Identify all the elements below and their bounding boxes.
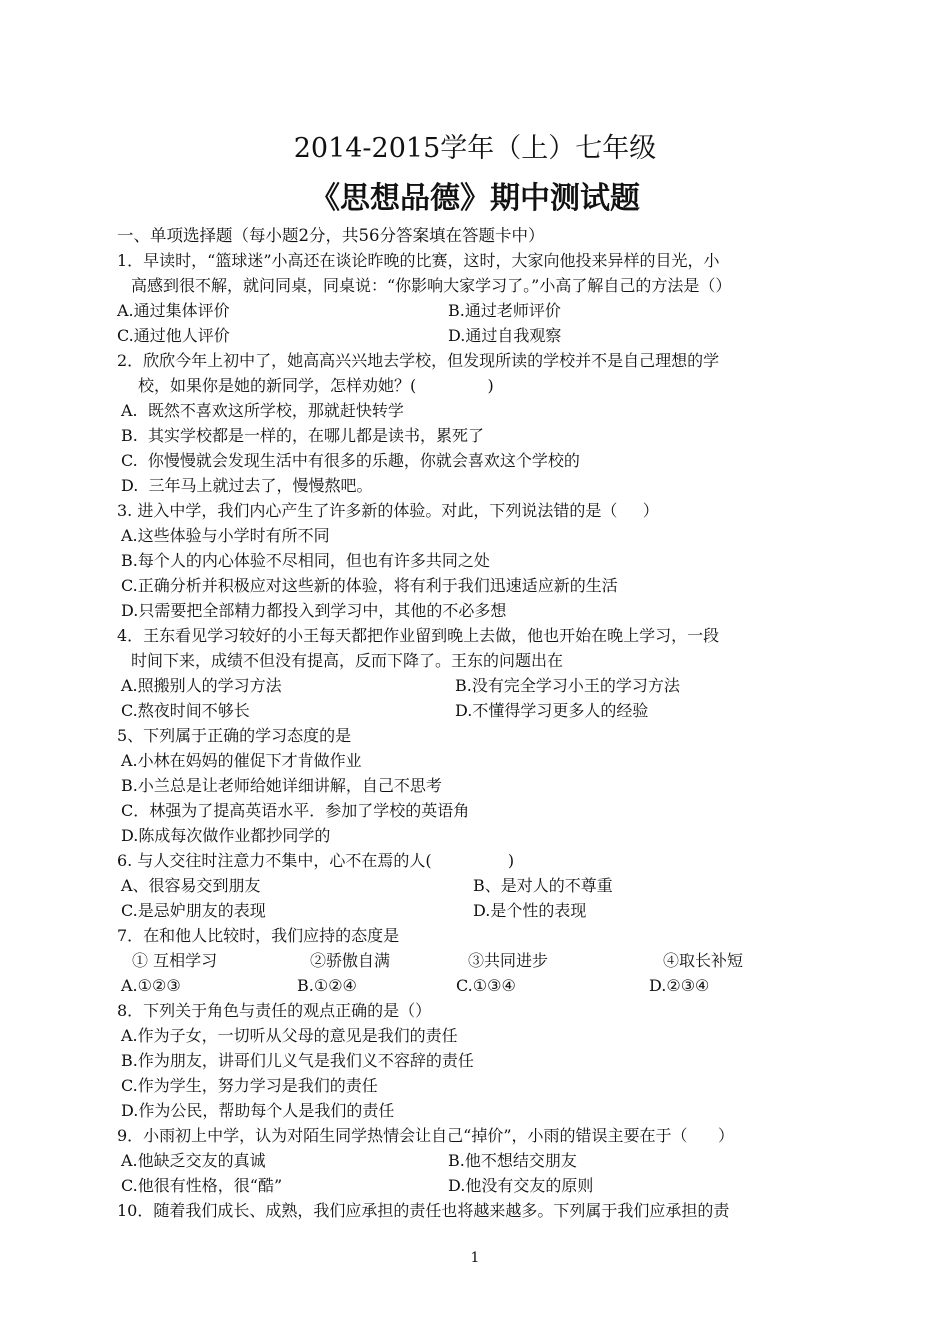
question-5-option-b: B.小兰总是让老师给她详细讲解，自己不思考 xyxy=(121,776,442,795)
question-4-option-c: C.熬夜时间不够长 xyxy=(121,701,250,720)
question-9-option-d: D.他没有交友的原则 xyxy=(448,1176,594,1195)
question-6-option-d: D.是个性的表现 xyxy=(473,901,587,920)
question-7-option-c: C.①③④ xyxy=(456,976,516,995)
question-8-option-b: B.作为朋友，讲哥们儿义气是我们义不容辞的责任 xyxy=(121,1051,474,1070)
question-7-item-1: ① 互相学习 xyxy=(132,951,218,970)
question-2-option-c: C. 你慢慢就会发现生活中有很多的乐趣，你就会喜欢这个学校的 xyxy=(121,451,580,470)
question-3-option-d: D.只需要把全部精力都投入到学习中，其他的不必多想 xyxy=(121,601,507,620)
question-7-option-a: A.①②③ xyxy=(121,976,181,995)
question-8-stem: 8．下列关于角色与责任的观点正确的是（） xyxy=(117,1001,432,1020)
question-7-option-b: B.①②④ xyxy=(297,976,357,995)
question-10-stem: 10．随着我们成长、成熟，我们应承担的责任也将越来越多。下列属于我们应承担的责 xyxy=(117,1201,730,1220)
question-5-option-d: D.陈成每次做作业都抄同学的 xyxy=(121,826,331,845)
question-8-option-a: A.作为子女，一切听从父母的意见是我们的责任 xyxy=(121,1026,458,1045)
exam-title-year: 2014-2015学年（上）七年级 xyxy=(293,133,657,164)
question-1-option-b: B.通过老师评价 xyxy=(448,301,561,320)
question-6-option-a: A、很容易交到朋友 xyxy=(121,876,261,895)
question-6-stem: 6. 与人交往时注意力不集中，心不在焉的人( ) xyxy=(117,851,515,870)
question-7-item-3: ③共同进步 xyxy=(468,951,549,970)
question-5-option-c: C．林强为了提高英语水平．参加了学校的英语角 xyxy=(121,801,470,820)
exam-title-subject: 《思想品德》期中测试题 xyxy=(310,181,640,216)
question-9-option-a: A.他缺乏交友的真诚 xyxy=(121,1151,266,1170)
question-1-stem-line2: 高感到很不解，就问同桌，同桌说：“你影响大家学习了。”小高了解自己的方法是（） xyxy=(131,276,732,295)
question-6-option-b: B、是对人的不尊重 xyxy=(473,876,613,895)
question-8-option-d: D.作为公民，帮助每个人是我们的责任 xyxy=(121,1101,395,1120)
question-9-option-c: C.他很有性格，很“酷” xyxy=(121,1176,283,1195)
question-3-stem: 3. 进入中学，我们内心产生了许多新的体验。对此，下列说法错的是（ ） xyxy=(117,501,659,520)
question-5-stem: 5、下列属于正确的学习态度的是 xyxy=(117,726,352,745)
question-7-option-d: D.②③④ xyxy=(649,976,710,995)
question-3-option-c: C.正确分析并积极应对这些新的体验，将有利于我们迅速适应新的生活 xyxy=(121,576,618,595)
question-2-option-b: B. 其实学校都是一样的，在哪儿都是读书，累死了 xyxy=(121,426,485,445)
question-9-option-b: B.他不想结交朋友 xyxy=(448,1151,577,1170)
question-2-stem-line1: 2．欣欣今年上初中了，她高高兴兴地去学校，但发现所读的学校并不是自己理想的学 xyxy=(117,351,720,370)
question-4-option-b: B.没有完全学习小王的学习方法 xyxy=(455,676,680,695)
question-4-stem-line2: 时间下来，成绩不但没有提高，反而下降了。王东的问题出在 xyxy=(131,651,564,670)
question-3-option-a: A.这些体验与小学时有所不同 xyxy=(121,526,330,545)
question-7-item-4: ④取长补短 xyxy=(663,951,744,970)
question-1-stem-line1: 1．早读时，“篮球迷”小高还在谈论昨晚的比赛，这时，大家向他投来异样的目光，小 xyxy=(117,251,720,270)
question-1-option-c: C.通过他人评价 xyxy=(117,326,230,345)
question-7-stem: 7．在和他人比较时，我们应持的态度是 xyxy=(117,926,400,945)
question-1-option-a: A.通过集体评价 xyxy=(117,301,230,320)
question-4-option-a: A.照搬别人的学习方法 xyxy=(121,676,282,695)
question-7-item-2: ②骄傲自满 xyxy=(310,951,391,970)
question-5-option-a: A.小林在妈妈的催促下才肯做作业 xyxy=(121,751,362,770)
question-4-stem-line1: 4．王东看见学习较好的小王每天都把作业留到晚上去做，他也开始在晚上学习，一段 xyxy=(117,626,720,645)
question-2-stem-line2: 校，如果你是她的新同学，怎样劝她？( ) xyxy=(138,376,494,395)
question-6-option-c: C.是忌妒朋友的表现 xyxy=(121,901,266,920)
question-2-option-a: A. 既然不喜欢这所学校，那就赶快转学 xyxy=(121,401,404,420)
question-4-option-d: D.不懂得学习更多人的经验 xyxy=(455,701,649,720)
section-heading: 一、单项选择题（每小题2分，共56分答案填在答题卡中） xyxy=(117,226,545,245)
page-number: 1 xyxy=(470,1250,480,1266)
question-9-stem: 9．小雨初上中学，认为对陌生同学热情会让自己“掉价”，小雨的错误主要在于（ ） xyxy=(117,1126,735,1145)
question-3-option-b: B.每个人的内心体验不尽相同，但也有许多共同之处 xyxy=(121,551,490,570)
question-8-option-c: C.作为学生，努力学习是我们的责任 xyxy=(121,1076,378,1095)
question-2-option-d: D. 三年马上就过去了，慢慢熬吧。 xyxy=(121,476,373,495)
question-1-option-d: D.通过自我观察 xyxy=(448,326,562,345)
